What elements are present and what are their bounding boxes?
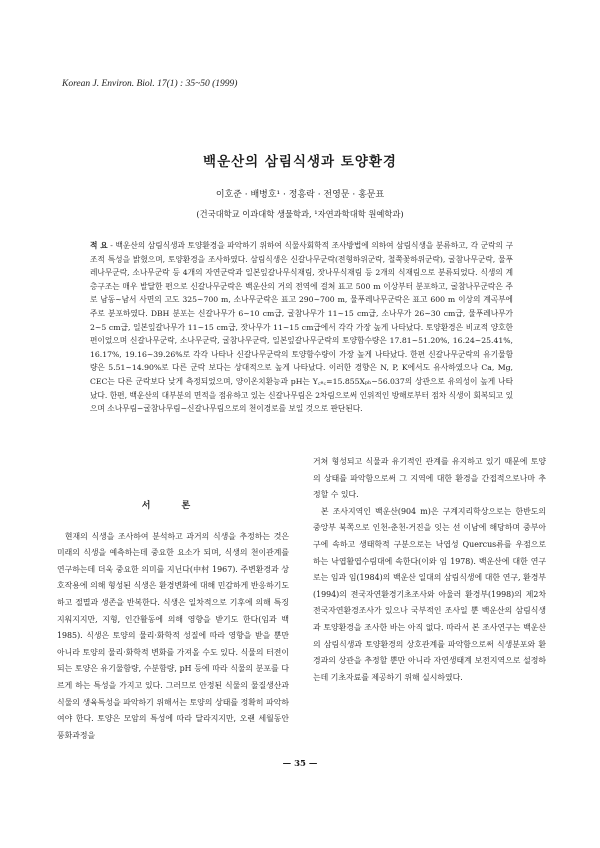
article-title: 백운산의 삼림식생과 토양환경 <box>203 154 397 170</box>
abstract-label: 적 요 <box>90 241 108 250</box>
author-affiliation: (건국대학교 이과대학 생물학과, ¹자연과학대학 원예학과) <box>196 209 404 219</box>
journal-citation: Korean J. Environ. Biol. 17(1) : 35~50 (1999) <box>62 79 238 89</box>
intro-paragraph-1: 현재의 식생을 조사하여 분석하고 과거의 식생을 추정하는 것은 미래의 식생을 예측하는데 중요한 요소가 되며, 식생의 천이관계를 연구하는데 더욱 중요한 의미를 지닌다(中村 1967). 주변환경과 상호작용에 의해 형성된 식생은 환경변화에 대해 민감하게 반응하기도 하고 절멸과 생존을 반복한다. 식생은 일차적으로 기후에 의해 특징지워지지만, 지형, 인간활동에 의해 영향을 받기도 한다(임과 백 1985). 식생은 토양의 물리·화학적 성질에 따라 영향을 받을 뿐만 아니라 토양의 물리·화학적 변화를 가져올 수도 있다. 식물의 터전이 되는 토양은 유기물함량, 수분함량, pH 등에 따라 식물의 분포를 다르게 하는 특성을 가지고 있다. 그러므로 안정된 식물의 물질생산과 식물의 생육특성을 파악하기 위해서는 토양의 상태를 정확히 파악하여야 한다. 토양은 모암의 특성에 따라 달라지지만, 오랜 세월동안 풍화과정을 <box>57 531 289 740</box>
abstract <box>90 239 513 416</box>
abstract-text: - 백운산의 삼림식생과 토양환경을 파악하기 위하여 식물사회학적 조사방법에 의하여 삼림식생을 분류하고, 각 군락의 구조적 특성을 밝혔으며, 토양환경을 조사하였다. 삼림식생은 신갈나무군락(전형하위군락, 철쭉꽃하위군락), 굴참나무군락, 물푸레나무군락, 소나무군락 등 4개의 자연군락과 일본잎갈나무식재림, 잣나무식재림 등 2개의 식재림으로 분류되었다. 식생의 계층구조는 매우 발달한 편으로 신갈나무군락은 백운산의 거의 전역에 걸쳐 표고 500 m 이상부터 분포하고, 굴참나무군락은 주로 남동~남서 사면의 고도 325~700 m, 소나무군락은 표고 290~700 m, 물푸레나무군락은 표고 600 m 이상의 계곡부에 주로 분포하였다. DBH 분포는 신갈나무가 6~10 cm급, 굴참나무가 11~15 cm급, 소나무가 26~30 cm급, 물푸레나무가 2~5 cm급, 일본잎갈나무가 11~15 cm급, 잣나무가 11~15 cm급에서 각각 가장 높게 나타났다. 토양환경은 비교적 양호한 편이었으며 신갈나무군락, 소나무군락, 굴참나무군락, 일본잎갈나무군락의 토양함수량은 17.81~51.20%, 16.24~25.41%, 16.17%, 19.16~39.26%로 각각 나타나 신갈나무군락의 토양함수량이 가장 높게 나타났다. 한편 신갈나무군락의 유기물함량은 5.51~14.90%로 다른 군락 보다는 상대적으로 높게 나타났다. 이러한 경향은 N, P, K에서도 유사하였으나 Ca, Mg, CEC는 다른 군락보다 낮게 측정되었으며, 양이온치환능과 pH는 Y꜀ₑ꜀=15.855Xₚₕ−56.037의 상관으로 유의성이 높게 나타났다. 한편, 백운산의 대부분의 면적을 점유하고 있는 신갈나무림은 2차림으로써 인위적인 방해로부터 점차 식생이 회복되고 있으며 소나무림−굴참나무림−신갈나무림으로의 천이경로를 보일 것으로 판단된다. <box>90 241 513 414</box>
intro-paragraph-continued: 거쳐 형성되고 식물과 유기적인 관계를 유지하고 있기 때문에 토양의 상태를 파악함으로써 그 지역에 대한 환경을 간접적으로나마 추정할 수 있다. <box>313 457 546 500</box>
intro-paragraph-2: 본 조사지역인 백운산(904 m)은 구계지리학상으로는 한반도의 중앙부 북쪽으로 인천-춘천-거진을 잇는 선 이남에 해당하며 중부아구에 속하고 생태학적 구분으로는 낙엽성 Quercus류를 우점으로 하는 낙엽활엽수림대에 속한다(이와 임 1978). 백운산에 대한 연구로는 임과 임(1984)의 백운산 일대의 삼림식생에 대한 연구, 환경부(1994)의 전국자연환경기초조사와 아울러 환경부(1998)의 제2차 전국자연환경조사가 있으나 국부적인 조사일 뿐 백운산의 삼림식생과 토양환경을 조사한 바는 아직 없다. 따라서 본 조사연구는 백운산의 삼림식생과 토양환경의 상호관계를 파악함으로써 식생분포와 환경과의 상관을 추정할 뿐만 아니라 자연생태계 보전지역으로 설정하는데 기초자료를 제공하기 위해 실시하였다. <box>313 506 546 682</box>
left-column <box>57 470 289 744</box>
page-number: — 35 — <box>282 759 318 769</box>
right-column <box>313 454 546 686</box>
section-title-introduction: 서 론 <box>141 501 205 511</box>
author-list: 이호준 · 배병호¹ · 정흥락 · 전영문 · 홍문표 <box>215 190 385 200</box>
